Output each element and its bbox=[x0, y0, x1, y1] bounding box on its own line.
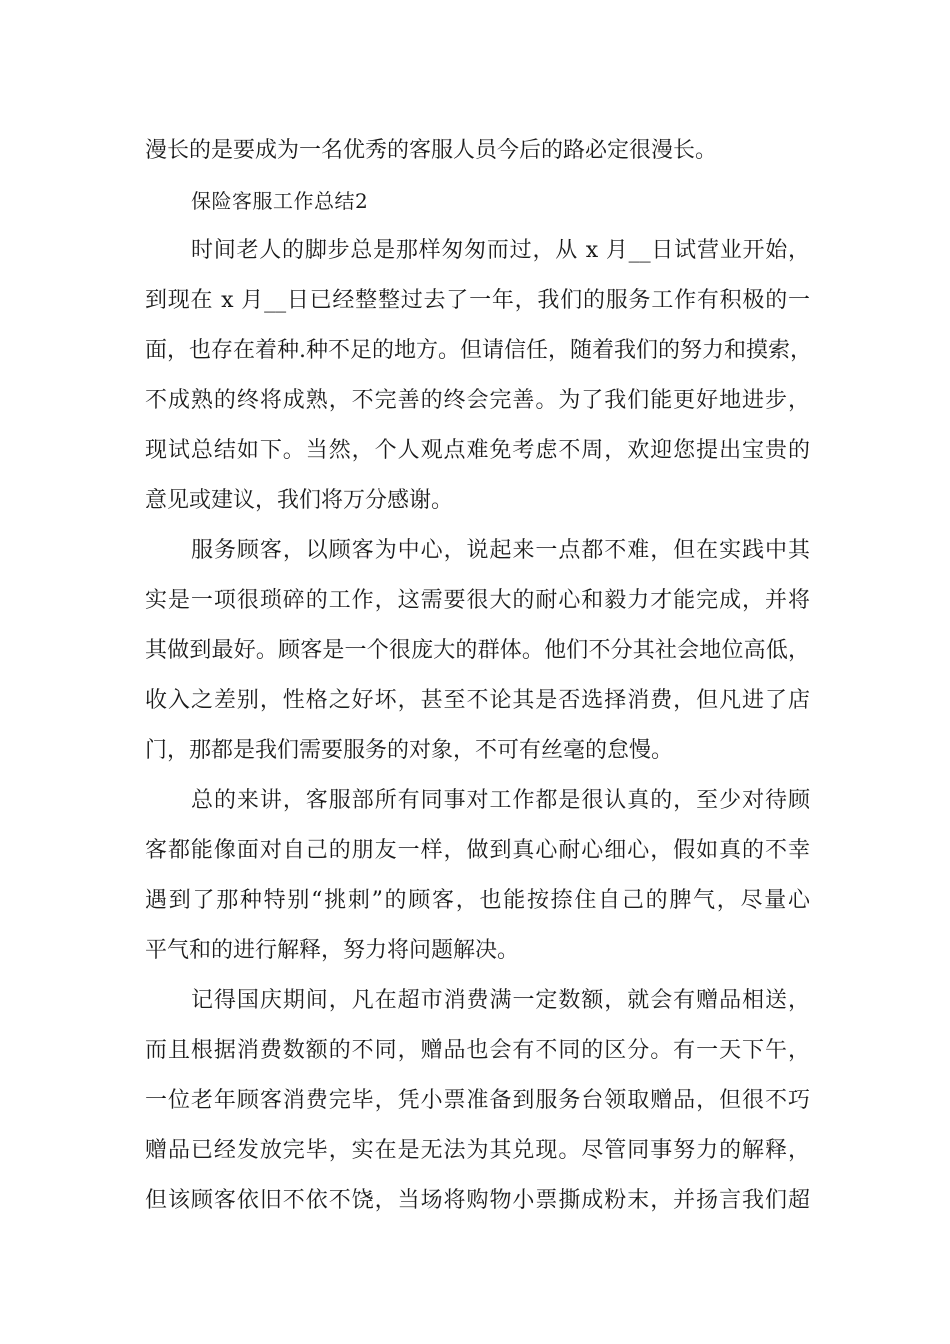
paragraph-line: 面，也存在着种.种不足的地方。但请信任，随着我们的努力和摸索， bbox=[145, 338, 812, 363]
paragraph-line: 而且根据消费数额的不同，赠品也会有不同的区分。有一天下午， bbox=[145, 1038, 810, 1063]
paragraph-line: 总的来讲，客服部所有同事对工作都是很认真的，至少对待顾 bbox=[191, 788, 810, 813]
paragraph-line: 服务顾客，以顾客为中心，说起来一点都不难，但在实践中其 bbox=[191, 538, 810, 563]
document-body bbox=[145, 126, 810, 1226]
paragraph-line: 实是一项很琐碎的工作，这需要很大的耐心和毅力才能完成，并将 bbox=[145, 588, 810, 613]
paragraph-line: 一位老年顾客消费完毕，凭小票准备到服务台领取赠品，但很不巧 bbox=[145, 1088, 810, 1113]
paragraph-line: 平气和的进行解释，努力将问题解决。 bbox=[145, 938, 520, 963]
paragraph-line: 到现在 x 月__日已经整整过去了一年，我们的服务工作有积极的一 bbox=[145, 288, 810, 313]
paragraph-line: 记得国庆期间，凡在超市消费满一定数额，就会有赠品相送， bbox=[191, 988, 810, 1013]
paragraph-line: 但该顾客依旧不依不饶，当场将购物小票撕成粉末，并扬言我们超 bbox=[145, 1188, 810, 1213]
paragraph-line: 不成熟的终将成熟，不完善的终会完善。为了我们能更好地进步， bbox=[145, 388, 810, 413]
paragraph-line: 客都能像面对自己的朋友一样，做到真心耐心细心，假如真的不幸 bbox=[145, 838, 810, 863]
paragraph-line: 意见或建议，我们将万分感谢。 bbox=[145, 488, 454, 513]
section-heading: 保险客服工作总结2 bbox=[191, 189, 369, 213]
paragraph-line: 赠品已经发放完毕，实在是无法为其兑现。尽管同事努力的解释， bbox=[145, 1138, 810, 1163]
paragraph-line: 时间老人的脚步总是那样匆匆而过，从 x 月__日试营业开始， bbox=[191, 238, 810, 263]
paragraph-line: 门，那都是我们需要服务的对象，不可有丝毫的怠慢。 bbox=[145, 738, 674, 763]
paragraph-line: 其做到最好。顾客是一个很庞大的群体。他们不分其社会地位高低， bbox=[145, 638, 810, 663]
paragraph-line: 现试总结如下。当然，个人观点难免考虑不周，欢迎您提出宝贵的 bbox=[145, 438, 810, 463]
paragraph-line: 遇到了那种特别“挑刺”的顾客，也能按捺住自己的脾气，尽量心 bbox=[145, 888, 810, 913]
paragraph-line: 收入之差别，性格之好坏，甚至不论其是否选择消费，但凡进了店 bbox=[145, 688, 810, 713]
paragraph-line: 漫长的是要成为一名优秀的客服人员今后的路必定很漫长。 bbox=[145, 138, 718, 163]
